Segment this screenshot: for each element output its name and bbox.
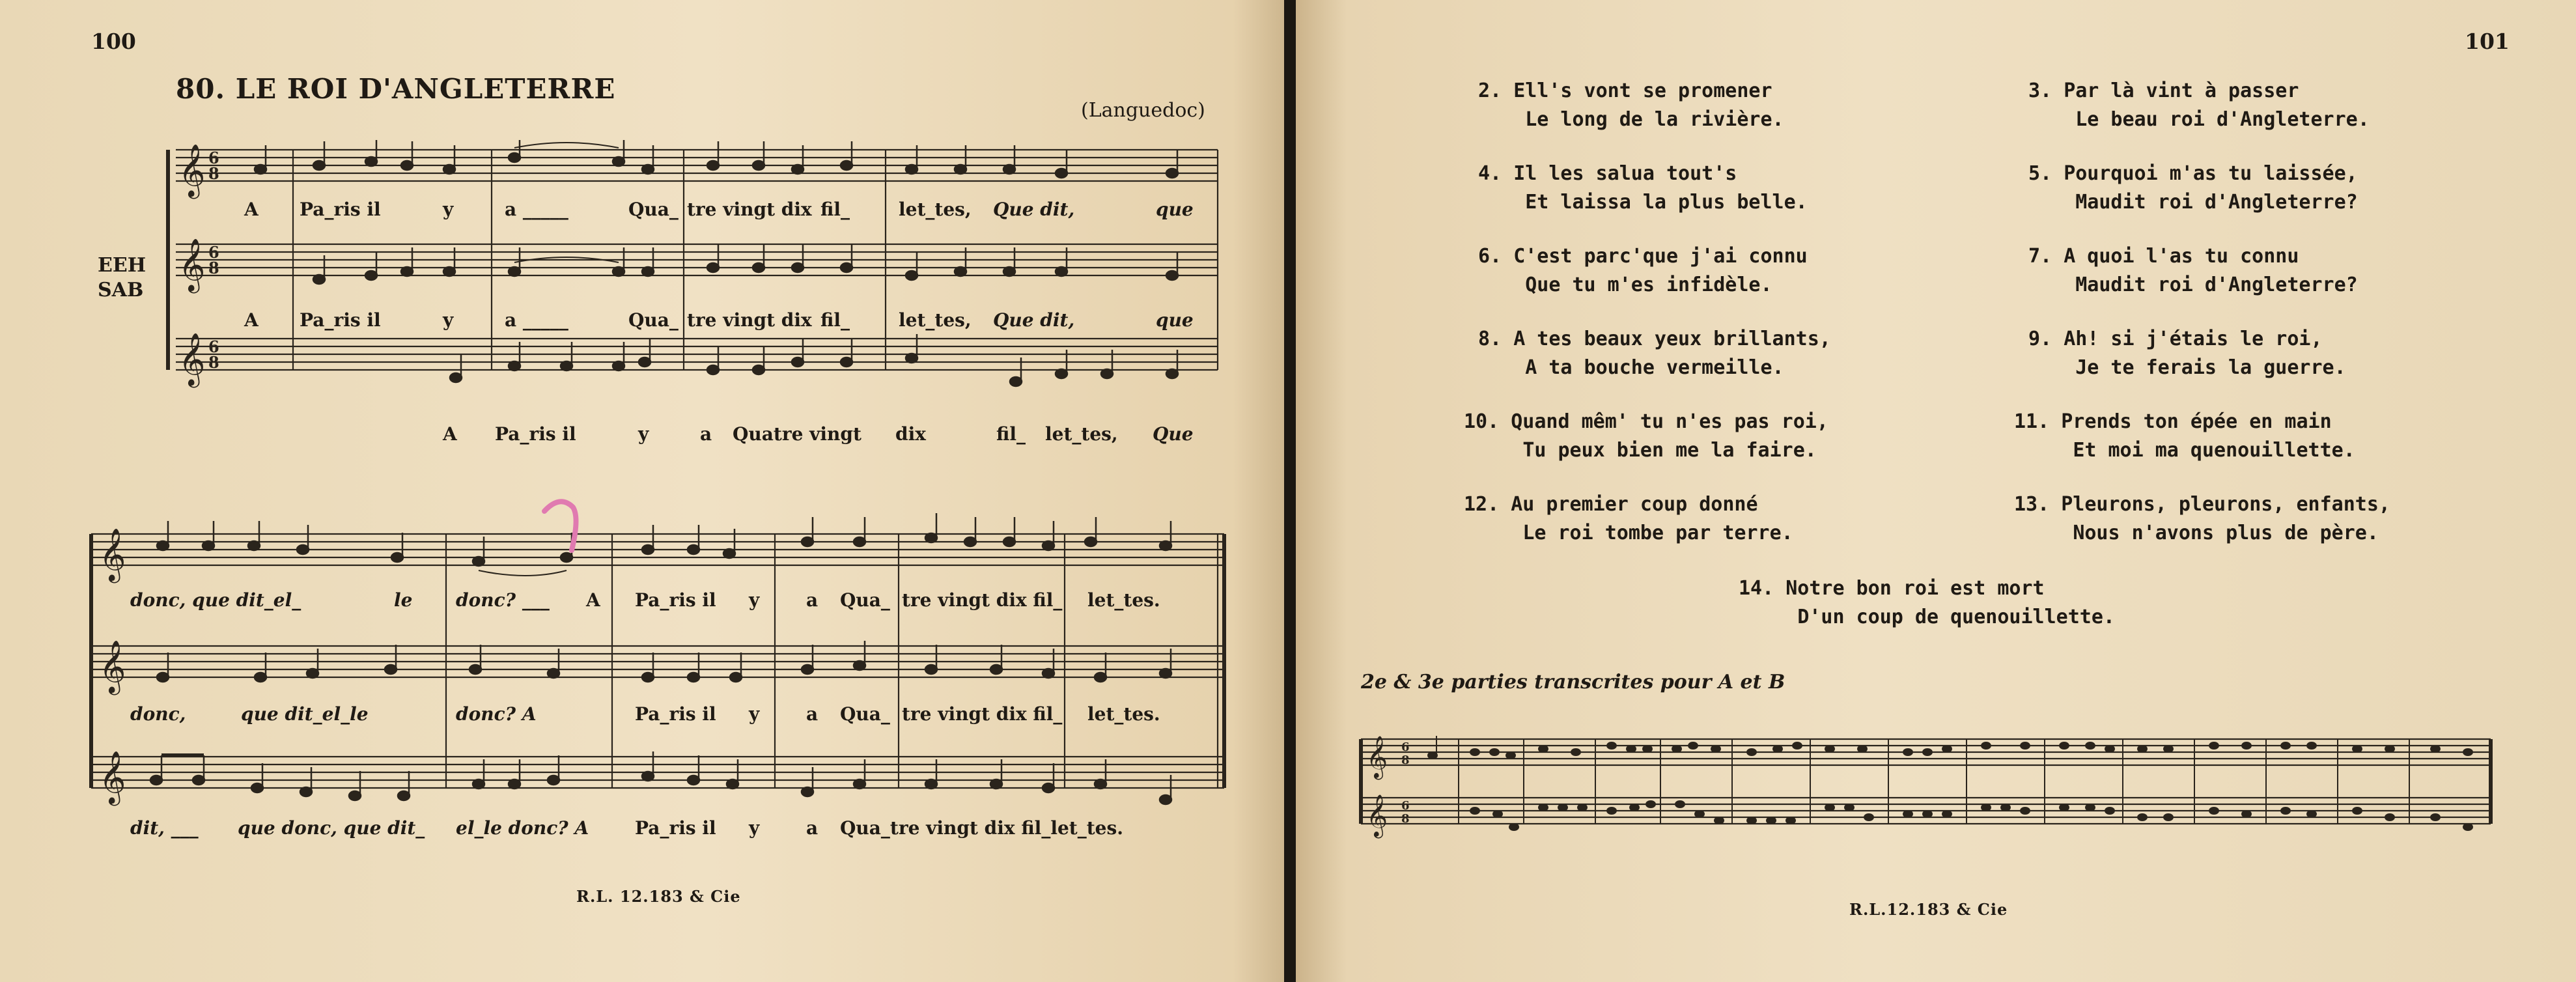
svg-text:𝄞: 𝄞 [178,238,206,291]
lyric-s2v3-3: el_le donc? A [456,817,589,839]
lyric-s1v3-7: fil_ [996,423,1026,445]
lyric-s1v3-8: let_tes, [1045,423,1118,445]
right-page [1296,0,2576,982]
lyric-s1v1-8: let_tes, [899,199,972,220]
score-system-1 [163,140,1224,414]
score-system-2 [85,508,1231,834]
page-number-right: 101 [2465,29,2510,54]
verse-5: 5. Pourquoi m'as tu laissée, Maudit roi d'Angleterre? [2028,162,2358,214]
lyric-s1v3-5: Quatre vingt [733,423,861,445]
voice-parts-label-2: SAB [98,279,144,302]
lyric-s1v3-3: y [638,423,649,445]
lyric-s2v2-3: donc? A [456,703,537,725]
svg-text:𝄞: 𝄞 [178,143,206,197]
lyric-s2v1-7: a [806,589,819,611]
lyric-s1v1-2: Pa_ris il [300,199,381,220]
lyric-s1v2-10: que [1156,309,1194,331]
clefs [1366,736,1388,838]
verse-14: 14. Notre bon roi est mort D'un coup de quenouillette. [1739,577,2115,628]
svg-text:6: 6 [208,337,219,356]
time-signatures [208,148,219,372]
verse-8: 8. A tes beaux yeux brillants, A ta bouche vermeille. [1478,328,1831,379]
clefs [99,527,126,806]
pink-pencil-mark [540,498,586,557]
lyric-s2v1-8: Qua_ [840,589,890,611]
lyric-s1v3-9: Que [1153,423,1194,445]
lyric-s2v2-5: y [749,703,760,725]
lyric-s2v2-6: a [806,703,819,725]
svg-text:𝄞: 𝄞 [99,639,126,693]
verse-2: 2. Ell's vont se promener Le long de la rivière. [1478,79,1784,131]
song-title: 80. LE ROI D'ANGLETERRE [176,73,616,105]
lyric-s2v3-6: a [806,817,819,839]
lyric-s1v2-8: let_tes, [899,309,972,331]
svg-text:8: 8 [208,353,219,372]
svg-text:8: 8 [208,164,219,183]
lyric-s1v1-10: que [1156,199,1194,220]
svg-text:𝄞: 𝄞 [99,527,126,581]
lyric-s2v1-9: tre vingt dix fil_ [902,589,1063,611]
lyric-s1v3-6: dix [895,423,926,445]
svg-text:8: 8 [208,259,219,277]
lyric-s2v1-4: A [586,589,600,611]
svg-text:8: 8 [1401,812,1410,826]
lyric-s1v3-1: A [443,423,457,445]
lyric-s2v2-2: que dit_el_le [241,703,369,725]
lyric-s1v2-9: Que dit, [993,309,1075,331]
lyric-s2v3-7: Qua_tre vingt dix fil_let_tes. [840,817,1123,839]
notes-staff-1 [255,140,1178,178]
lyric-s1v3-4: a [700,423,712,445]
transcription-note: 2e & 3e parties transcrites pour A et B [1361,671,1785,694]
time-signatures [1401,740,1410,826]
lyric-s2v1-6: y [749,589,760,611]
notes-staff-6 [150,751,1171,804]
notes-staff-4 [157,513,1171,576]
notes-staff-2 [313,244,1178,284]
lyric-s2v2-1: donc, [130,703,186,725]
svg-text:8: 8 [1401,753,1410,767]
lyric-s2v1-3: donc? ___ [456,589,550,611]
lyric-s1v2-7: fil_ [820,309,850,331]
left-page [0,0,1284,982]
lyric-s1v1-3: y [443,199,454,220]
verse-3: 3. Par là vint à passer Le beau roi d'Angleterre. [2028,79,2370,131]
lyric-s2v3-5: y [749,817,760,839]
svg-text:𝄞: 𝄞 [178,332,206,386]
lyric-s1v2-5: Qua_ [628,309,679,331]
page-number-left: 100 [91,29,136,54]
lyric-s1v1-6: tre vingt dix [687,199,812,220]
lyric-s2v3-4: Pa_ris il [635,817,716,839]
svg-text:6: 6 [208,243,219,262]
verse-6: 6. C'est parc'que j'ai connu Que tu m'es infidèle. [1478,245,1808,296]
lyric-s2v1-5: Pa_ris il [635,589,716,611]
lyric-s1v1-5: Qua_ [628,199,679,220]
lyric-s1v1-4: a _____ [505,199,568,220]
region-label: (Languedoc) [1081,99,1205,122]
lyric-s1v1-1: A [244,199,259,220]
lyric-s1v1-7: fil_ [820,199,850,220]
verse-7: 7. A quoi l'as tu connu Maudit roi d'Angleterre? [2028,245,2358,296]
voice-parts-label-1: EEH [98,254,147,277]
lyric-s1v2-4: a _____ [505,309,568,331]
svg-text:6: 6 [1401,740,1410,754]
lyric-s2v2-7: Qua_ [840,703,890,725]
staff-3 [176,339,1218,370]
lyric-s2v2-4: Pa_ris il [635,703,716,725]
verse-4: 4. Il les salua tout's Et laissa la plus belle. [1478,162,1808,214]
transcription-score [1354,713,2500,876]
printer-mark-right: R.L.12.183 & Cie [1849,900,2008,919]
lyric-s1v3-2: Pa_ris il [495,423,576,445]
svg-text:𝄞: 𝄞 [1366,794,1388,837]
lyric-s2v2-9: let_tes. [1087,703,1160,725]
lyric-s2v3-1: dit, ___ [130,817,199,839]
lyric-s1v2-6: tre vingt dix [687,309,812,331]
svg-text:6: 6 [208,148,219,167]
verse-11: 11. Prends ton épée en main Et moi ma quenouillette. [2014,410,2355,462]
svg-text:𝄞: 𝄞 [99,750,126,804]
lyric-s2v2-8: tre vingt dix fil_ [902,703,1063,725]
notes-staff-b [1470,801,2472,830]
svg-text:𝄞: 𝄞 [1366,736,1388,778]
verse-13: 13. Pleurons, pleurons, enfants, Nous n'avons plus de père. [2014,493,2390,544]
lyric-s1v2-3: y [443,309,454,331]
lyric-s2v1-2: le [394,589,413,611]
lyric-s2v1-1: donc, que dit_el_ [130,589,301,611]
lyric-s1v2-1: A [244,309,259,331]
verse-12: 12. Au premier coup donné Le roi tombe par terre. [1464,493,1793,544]
lyric-s1v2-2: Pa_ris il [300,309,381,331]
clefs [178,143,205,387]
svg-text:6: 6 [1401,799,1410,813]
verse-10: 10. Quand mêm' tu n'es pas roi, Tu peux bien me la faire. [1464,410,1828,462]
lyric-s2v1-10: let_tes. [1087,589,1160,611]
lyric-s1v1-9: Que dit, [993,199,1075,220]
verse-9: 9. Ah! si j'étais le roi, Je te ferais la guerre. [2028,328,2346,379]
lyric-s2v3-2: que donc, que dit_ [238,817,425,839]
notes-staff-3 [450,334,1178,386]
printer-mark-left: R.L. 12.183 & Cie [576,887,741,906]
